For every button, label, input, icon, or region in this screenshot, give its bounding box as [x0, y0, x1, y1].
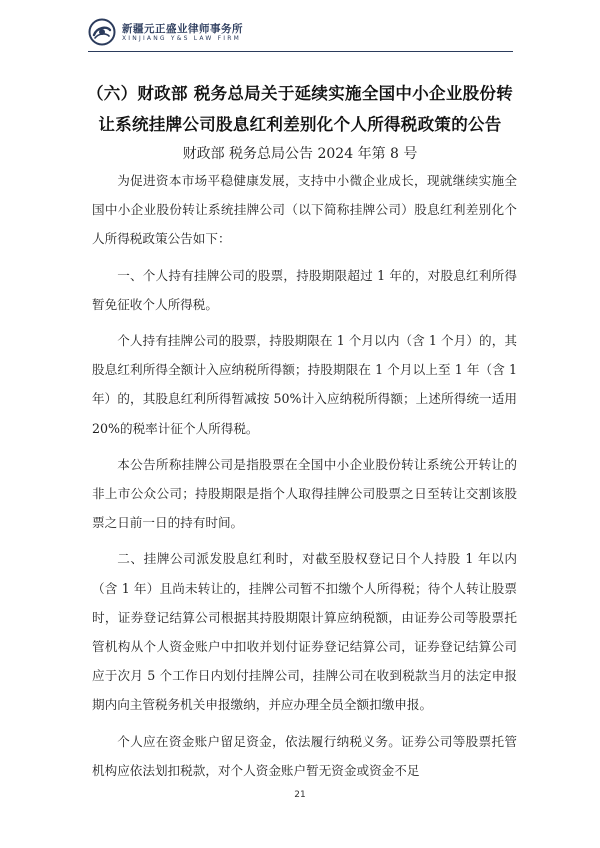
firm-name-cn: 新疆元正盛业律师事务所 — [122, 23, 243, 35]
paragraph: 为促进资本市场平稳健康发展，支持中小微企业成长，现就继续实施全国中小企业股份转让系统挂牌公司（以下简称挂牌公司）股息红利差别化个人所得税政策公告如下： — [92, 173, 517, 247]
document-title-line-2: 让系统挂牌公司股息红利差别化个人所得税政策的公告 — [98, 115, 502, 134]
document-body — [92, 166, 517, 792]
document-subtitle: 财政部 税务总局公告 2024 年第 8 号 — [182, 146, 418, 162]
paragraph: 个人持有挂牌公司的股票，持股期限在 1 个月以内（含 1 个月）的，其股息红利所得全额计入应纳税所得额；持股期限在 1 个月以上至 1 年（含 1 年）的，其股息红利所得暂减按 50%计入应纳税所得额；上述所得统一适用 20%的税率计征个人所得税。 — [92, 333, 517, 436]
paragraph: 个人应在资金账户留足资金，依法履行纳税义务。证券公司等股票托管机构应依法划扣税款，对个人资金账户暂无资金或资金不足 — [92, 733, 517, 778]
header-divider — [88, 51, 513, 52]
page-number: 21 — [294, 790, 306, 800]
firm-logo-icon — [88, 18, 116, 46]
paragraph: 本公告所称挂牌公司是指股票在全国中小企业股份转让系统公开转让的非上市公众公司；持股期限是指个人取得挂牌公司股票之日至转让交割该股票之日前一日的持有时间。 — [92, 456, 517, 531]
paragraph: 二、挂牌公司派发股息红利时，对截至股权登记日个人持股 1 年以内（含 1 年）且尚未转让的，挂牌公司暂不扣缴个人所得税；待个人转让股票时，证券登记结算公司根据其持股期限计算应纳税额，由证券公司等股票托管机构从个人资金账户中扣收并划付证券登记结算公司，证券登记结算公司应于次月 5 个工作日内划付挂牌公司，挂牌公司在收到税款当月的法定申报期内向主管税务机关申报缴纳，并应办理全员全额扣缴申报。 — [92, 551, 517, 713]
document-title-line-1: （六）财政部 税务总局关于延续实施全国中小企业股份转 — [86, 84, 514, 103]
firm-name-en: XINJIANG Y&S LAW FIRM — [122, 35, 241, 42]
paragraph: 一、个人持有挂牌公司的股票，持股期限超过 1 年的，对股息红利所得暂免征收个人所得税。 — [92, 267, 517, 312]
letterhead — [88, 18, 518, 48]
